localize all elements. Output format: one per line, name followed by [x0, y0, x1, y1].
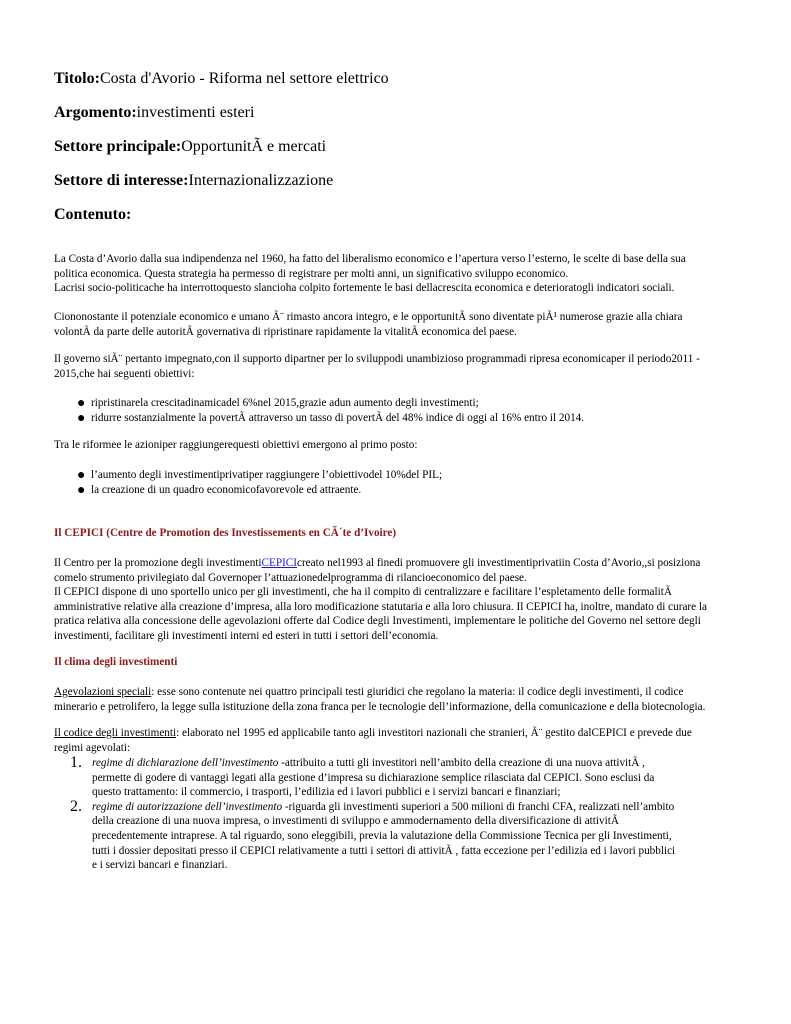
intro-paragraph-3: [54, 352, 737, 381]
text-line: comelo strumento privilegiato dal Governoper l’attuazionedelprogramma di rilancioeconomico del paese.: [54, 571, 527, 584]
text-line: della creazione di una nuova impresa, o investimenti di sviluppo e ammodernamento della diversificazione di attivitÃ: [92, 815, 619, 828]
text-line: Ciononostante il potenziale economico e umano Ã¨ rimasto ancora integro, e le opportunitÃ sono diventate piÃ¹ numerose grazie alla chiara: [54, 311, 683, 323]
settore-principale-label: Settore principale:: [54, 138, 182, 155]
codice-label: Il codice degli investimenti: [54, 727, 177, 739]
riforme-intro: [54, 438, 737, 453]
text-line: amministrative relative alla creazione d’impresa, alla loro modificazione statutaria e alla loro chiusura. Il CEPICI ha, inoltre, mandato di curare la: [54, 600, 707, 613]
list-item: ● l’aumento degli investimentiprivatiper raggiungere l’obiettivodel 10%del PIL;: [77, 468, 443, 483]
argomento-value: investimenti esteri: [136, 104, 255, 121]
text-line: Lacrisi socio-politicache ha interrottoquesto slancioha colpito fortemente le basi dellacrescita economica e deterioratogli indicatori sociali.: [54, 282, 675, 295]
title-line: [54, 70, 389, 88]
cepici-heading: Il CEPICI (Centre de Promotion des Investissements en CÃ´te d’Ivoire): [54, 527, 397, 539]
text-line: Tra le riformee le azioniper raggiungerequesti obiettivi emergono al primo posto:: [54, 439, 418, 451]
text-line: permette di godere di vantaggi legati alla gestione d’impresa su dichiarazione semplice rilasciata dal CEPICI. Sono esclusi da: [92, 771, 655, 784]
settore-interesse-label: Settore di interesse:: [54, 172, 189, 189]
text-line: e i servizi bancari e finanziari.: [92, 859, 228, 872]
text-line: regime di dichiarazione dell’investimento -attribuito a tutti gli investitori nell’ambito della creazione di una nuova attivitÃ ,: [92, 757, 645, 769]
intro-paragraph-2: [54, 310, 737, 339]
settore-interesse-value: Internazionalizzazione: [188, 172, 334, 189]
text-line: volontÃ da parte delle autoritÃ governativa di ripristinare rapidamente la vitalitÃ economica del paese.: [54, 325, 517, 338]
cepici-link[interactable]: CEPICI: [261, 557, 297, 569]
text-line: regime di autorizzazione dell’investimento -riguarda gli investimenti superiori a 500 milioni di franchi CFA, realizzati nell’ambito: [92, 800, 675, 813]
text-line: regimi agevolati:: [54, 741, 131, 754]
contenuto-label: Contenuto:: [54, 206, 132, 223]
intro-paragraph-1: [54, 252, 737, 296]
text-line: precedentemente intraprese. A tal riguardo, sono eleggibili, previa la valutazione della Commissione Tecnica per gli Investimenti,: [92, 829, 672, 842]
list-item: ● ripristinarela crescitadinamicadel 6%nel 2015,grazie adun aumento degli investimenti;: [77, 396, 479, 411]
settore-interesse-line: [54, 172, 333, 190]
list-item: ● la creazione di un quadro economicofavorevole ed attraente.: [77, 482, 362, 498]
bullet-icon: ●: [77, 396, 86, 411]
agevolazioni-paragraph: [54, 685, 737, 714]
text-line: Il Centro per la promozione degli investimentiCEPICIcreato nel1993 al finedi promuovere gli investimentiprivatiin Costa d’Avorio,,si posiziona: [54, 557, 701, 569]
text-line: Il CEPICI dispone di uno sportello unico per gli investimenti, che ha il compito di centralizzare e facilitare l’espletamento delle formalitÃ: [54, 586, 672, 599]
text-line: pratica relativa alla concessione delle agevolazioni offerte dal Codice degli Investimenti, implementare le politiche del Governo nel settore degli: [54, 615, 701, 628]
title-label: Titolo:: [54, 70, 100, 87]
text-line: 2015,che hai seguenti obiettivi:: [54, 367, 195, 380]
bullet-icon: ●: [77, 482, 86, 498]
bullet-icon: ●: [77, 468, 86, 483]
list-item: ● ridurre sostanzialmente la povertÃ attraverso un tasso di povertÃ del 48% indice di oggi al 16% entro il 2014.: [77, 410, 585, 426]
regimes-list: [70, 756, 737, 873]
settore-principale-line: [54, 138, 326, 156]
text-line: tutti i dossier depositati presso il CEPICI relativamente a tutti i settori di attivitÃ , fatta eccezione per l’edilizia ed i lavori pubblici: [92, 844, 676, 857]
regime-title: regime di autorizzazione dell’investimento: [92, 800, 283, 813]
list-number: 1.: [70, 754, 82, 771]
text-line: questo trattamento: il commercio, i trasporti, l’edilizia ed i lavori pubblici e i servizi bancari e finanziari;: [92, 786, 561, 799]
agevolazioni-label: Agevolazioni speciali: [54, 686, 152, 698]
contenuto-heading: [54, 206, 131, 224]
cepici-paragraph: [54, 556, 737, 644]
text-line: La Costa d’Avorio dalla sua indipendenza nel 1960, ha fatto del liberalismo economico e l’apertura verso l’esterno, le scelte di base della sua: [54, 253, 686, 265]
regime-title: regime di dichiarazione dell’investimento: [92, 757, 279, 769]
list-number: 2.: [70, 797, 82, 815]
text-line: Il codice degli investimenti: elaborato nel 1995 ed applicabile tanto agli investitori nazionali che stranieri, Ã¨ gestito dalCEPICI e prevede due: [54, 727, 692, 739]
list-item: [70, 756, 737, 800]
argomento-label: Argomento:: [54, 104, 137, 121]
argomento-line: [54, 104, 254, 122]
text-line: Agevolazioni speciali: esse sono contenute nei quattro principali testi giuridici che regolano la materia: il codice degli investimenti, il codice: [54, 686, 684, 698]
riforme-list: [77, 468, 442, 497]
bullet-icon: ●: [77, 410, 86, 426]
list-item: [70, 797, 737, 873]
text-line: minerario e petrolifero, la legge sulla istituzione della zona franca per le tecnologie dell’informazione, della comunicazione e della biotecnologia.: [54, 700, 706, 713]
text-line: politica economica. Questa strategia ha permesso di registrare per molti anni, un significativo sviluppo economico.: [54, 267, 569, 280]
codice-paragraph: [54, 726, 737, 755]
objectives-list: [77, 396, 584, 425]
text-line: investimenti, facilitare gli investimenti interni ed esteri in tutti i settori dell’economia.: [54, 629, 439, 642]
settore-principale-value: OpportunitÃ e mercati: [181, 138, 327, 155]
title-value: Costa d'Avorio - Riforma nel settore elettrico: [99, 70, 389, 87]
clima-heading: Il clima degli investimenti: [54, 656, 178, 668]
text-line: Il governo siÃ¨ pertanto impegnato,con il supporto dipartner per lo sviluppodi unambizioso programmadi ripresa economicaper il periodo2011 -: [54, 353, 700, 365]
